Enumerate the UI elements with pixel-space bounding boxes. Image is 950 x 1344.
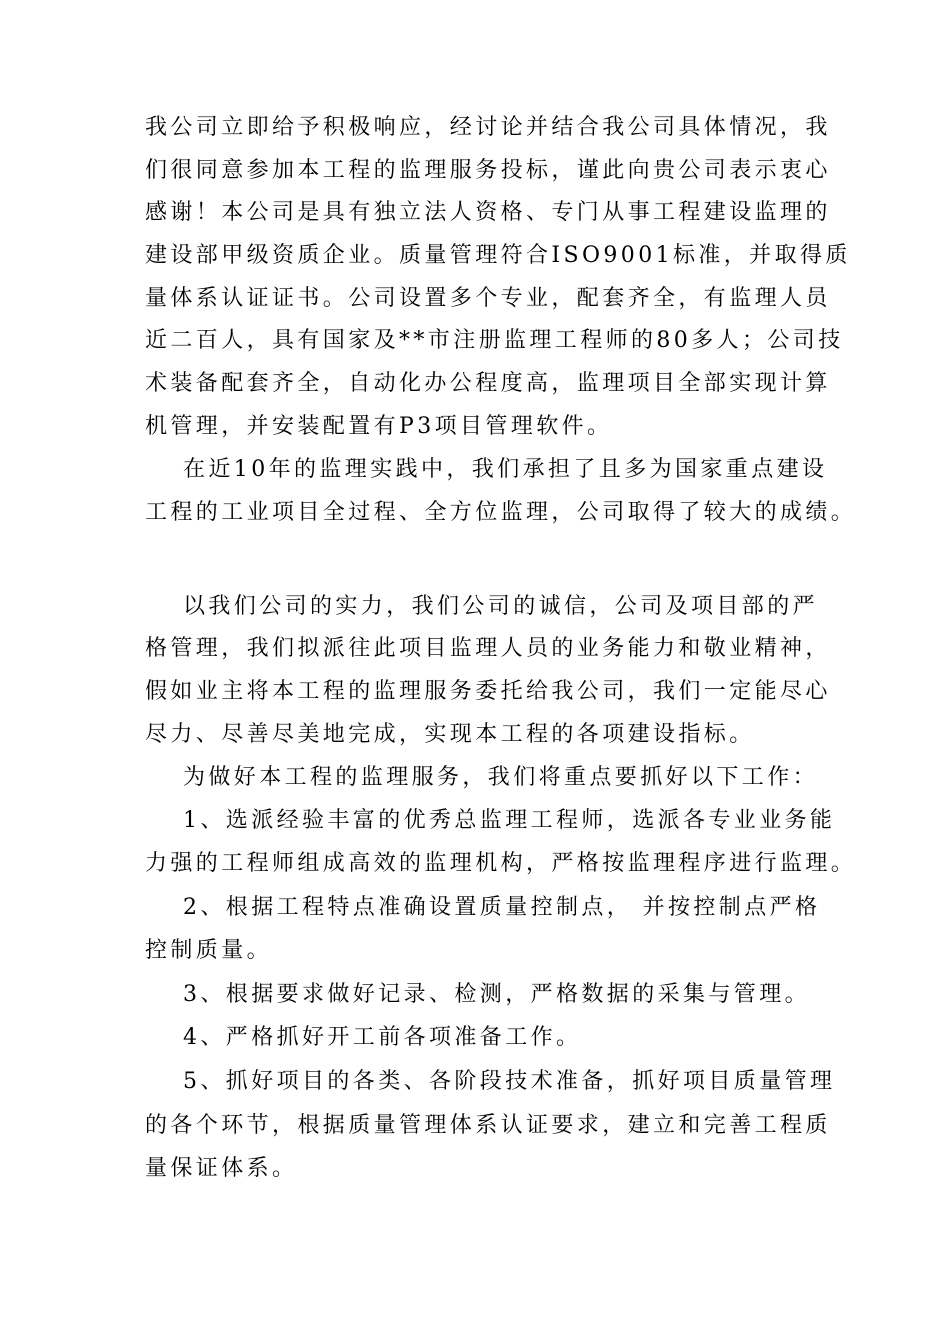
- paragraph-line: 量体系认证证书。公司设置多个专业，配套齐全，有监理人员: [145, 286, 831, 311]
- paragraph-line: 工程的工业项目全过程、全方位监理，公司取得了较大的成绩。: [145, 500, 857, 525]
- paragraph-line: 尽力、尽善尽美地完成，实现本工程的各项建设指标。: [145, 722, 755, 747]
- paragraph-line: 建设部甲级资质企业。质量管理符合ISO9001标准，并取得质: [145, 243, 851, 268]
- paragraph-line: 格管理，我们拟派往此项目监理人员的业务能力和敬业精神，: [145, 636, 831, 661]
- paragraph-line: 术装备配套齐全，自动化办公程度高，监理项目全部实现计算: [145, 371, 831, 396]
- list-item-line: 控制质量。: [145, 938, 273, 963]
- list-item-line: 2、根据工程特点准确设置质量控制点， 并按控制点严格: [183, 895, 821, 920]
- list-item-line: 量保证体系。: [145, 1156, 298, 1181]
- paragraph-line: 为做好本工程的监理服务，我们将重点要抓好以下工作：: [183, 765, 819, 790]
- list-item-line: 5、抓好项目的各类、各阶段技术准备，抓好项目质量管理: [183, 1069, 836, 1094]
- list-item-line: 的各个环节，根据质量管理体系认证要求，建立和完善工程质: [145, 1113, 831, 1138]
- paragraph-line: 假如业主将本工程的监理服务委托给我公司，我们一定能尽心: [145, 679, 831, 704]
- paragraph-line: 在近10年的监理实践中，我们承担了且多为国家重点建设: [183, 457, 828, 482]
- paragraph-line: 机管理，并安装配置有P3项目管理软件。: [145, 414, 613, 439]
- list-item-line: 4、严格抓好开工前各项准备工作。: [183, 1025, 582, 1050]
- paragraph-line: 感谢！本公司是具有独立法人资格、专门从事工程建设监理的: [145, 200, 831, 225]
- paragraph-line: 以我们公司的实力，我们公司的诚信，公司及项目部的严: [183, 594, 819, 619]
- list-item-line: 力强的工程师组成高效的监理机构，严格按监理程序进行监理。: [145, 851, 857, 876]
- paragraph-line: 近二百人，具有国家及**市注册监理工程师的80多人；公司技: [145, 328, 844, 353]
- paragraph-line: 们很同意参加本工程的监理服务投标，谨此向贵公司表示衷心: [145, 158, 831, 183]
- list-item-line: 3、根据要求做好记录、检测，严格数据的采集与管理。: [183, 982, 810, 1007]
- paragraph-line: 我公司立即给予积极响应，经讨论并结合我公司具体情况，我: [145, 115, 831, 140]
- list-item-line: 1、选派经验丰富的优秀总监理工程师，选派各专业业务能: [183, 808, 836, 833]
